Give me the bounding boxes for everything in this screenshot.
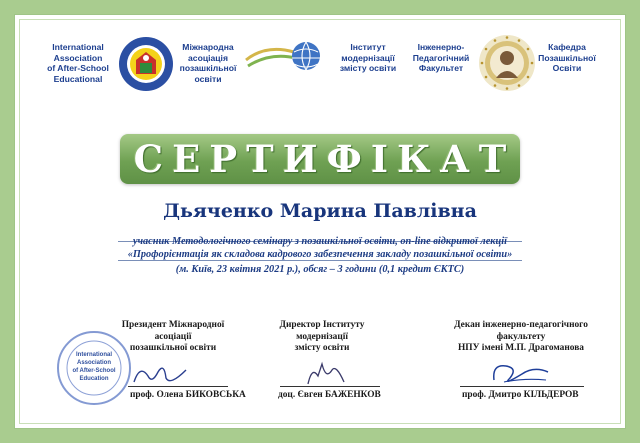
recipient-name: Дьяченко Марина Павлівна [163,200,477,222]
signature-1-line [128,386,228,387]
certificate-title: СЕРТИФІКАТ [133,137,516,181]
signature-3-line [460,386,584,387]
signer-2-title: Директор Інституту модернізації змісту освіти [279,320,365,353]
signature-1-icon [130,362,190,388]
signer-3-name: проф. Дмитро КІЛЬДЕРОВ [462,390,579,400]
stamp-line-4: Education [79,376,109,382]
description-rule [118,260,522,261]
signer-1-title: Президент Міжнародної асоціації позашкільної освіти [121,320,225,353]
signer-2-name: доц. Євген БАЖЕНКОВ [278,390,381,400]
org1-logo-icon [118,36,174,92]
signature-2-line [280,386,380,387]
description-line-3: (м. Київ, 23 квітня 2021 р.), обсяг – 3 години (0,1 кредит ЄКТС) [175,264,465,275]
org2-name: Інститут модернізації змісту освіти [339,42,397,73]
stamp-line-3: of After-School [72,368,116,374]
description-line-2: «Профорієнтація як складова кадрового забезпечення закладу позашкільної освіти» [127,249,513,260]
signature-3-icon [488,356,554,388]
title-banner [120,134,520,184]
description-line-1: учасник Методологічного семінару з позашкільної освіти, on-line відкритої лекції [133,236,507,247]
faculty-emblem-icon [478,34,536,92]
org3-name: Інженерно- Педагогічний Факультет [412,42,470,73]
institute-globe-logo-icon [244,38,330,76]
org1-english-name: International Association of After-School Educational [47,42,109,84]
org4-name: Кафедра Позашкільної Освіти [538,42,596,73]
signature-2-icon [304,360,348,388]
signer-3-title: Декан інженерно-педагогічного факультету НПУ імені М.П. Драгоманова [454,320,588,353]
stamp-line-2: Association [76,360,112,366]
signer-1-name: проф. Олена БИКОВСЬКА [130,390,246,400]
stamp-line-1: International [75,352,113,358]
org1-ukrainian-name: Міжнародна асоціація позашкільної освіти [179,42,237,84]
